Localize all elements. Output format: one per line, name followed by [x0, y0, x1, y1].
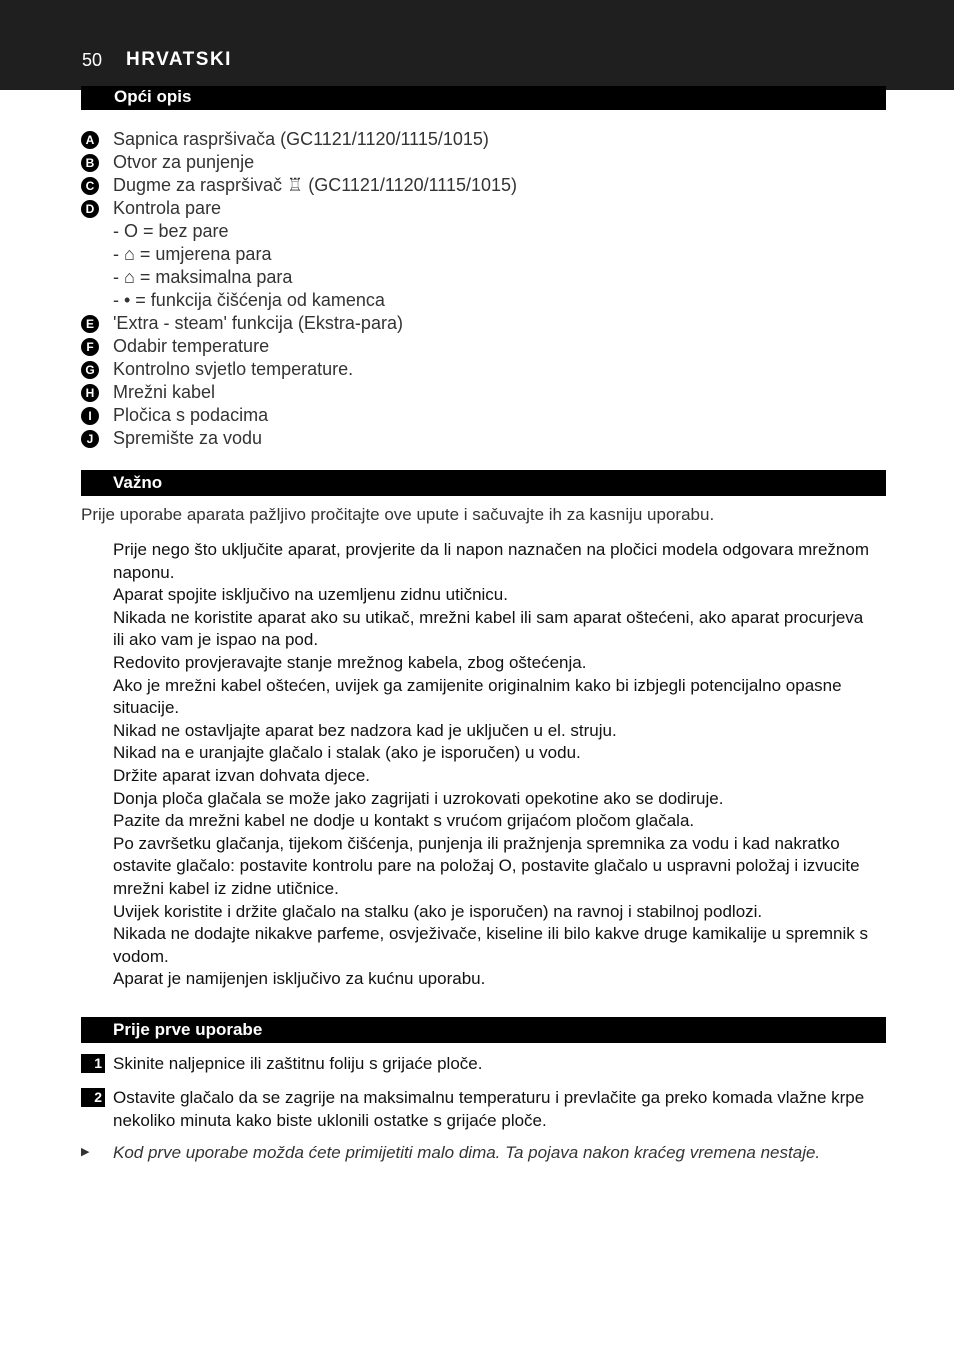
warning-item: Nikada ne dodajte nikakve parfeme, osvježivače, kiseline ili bilo kakve druge kamikalije u spremnik s vodom. — [113, 924, 868, 966]
warning-item: Držite aparat izvan dohvata djece. — [113, 765, 371, 785]
page-header — [0, 0, 954, 90]
warning-item: Prije nego što uključite aparat, provjerite da li napon naznačen na pločici modela odgovara mrežnom naponu. — [113, 540, 869, 582]
letter-badge: H — [81, 384, 99, 402]
section-general-title: Opći opis — [81, 86, 886, 110]
letter-badge: C — [81, 177, 99, 195]
warning-item: Pazite da mrežni kabel ne dodje u kontakt s vrućom grijaćom pločom glačala. — [113, 811, 695, 831]
warning-item: Ako je mrežni kabel oštećen, uvijek ga zamijenite originalnim kako bi izbjegli potencijalno opasne situacije. — [113, 675, 842, 718]
letter-badge: A — [81, 131, 99, 149]
note-text: Kod prve uporabe možda ćete primijetiti malo dima. Ta pojava nakon kraćeg vremena nestaje. — [113, 1143, 821, 1162]
warning-item: Nikad ne ostavljajte aparat bez nadzora kad je uključen u el. struju. — [113, 720, 617, 740]
step-number: 1 — [81, 1054, 105, 1073]
warning-item: Aparat spojite isključivo na uzemljenu zidnu utičnicu. — [113, 585, 508, 605]
step-text: Skinite naljepnice ili zaštitnu foliju s grijaće ploče. — [113, 1054, 483, 1073]
warning-item: Nikad na e uranjajte glačalo i stalak (ako je isporučen) u vodu. — [113, 743, 581, 763]
language-title: HRVATSKI — [126, 49, 232, 70]
section-important-title: Važno — [81, 470, 886, 496]
warning-item: Uvijek koristite i držite glačalo na stalku (ako je isporučen) na ravnoj i stabilnoj podlozi. — [113, 901, 763, 921]
letter-badge: B — [81, 154, 99, 172]
letter-badge: D — [81, 200, 99, 218]
letter-badge: E — [81, 315, 99, 333]
section-first-use-title: Prije prve uporabe — [81, 1017, 886, 1043]
warnings-list — [113, 539, 873, 991]
warning-item: Redovito provjeravajte stanje mrežnog kabela, zbog oštećenja. — [113, 652, 587, 672]
page-number: 50 — [82, 50, 103, 70]
warning-item: Donja ploča glačala se može jako zagrijati i uzrokovati opekotine ako se dodiruje. — [113, 788, 724, 808]
important-intro: Prije uporabe aparata pažljivo pročitajte ove upute i sačuvajte ih za kasniju uporabu. — [81, 505, 715, 524]
letter-badge: G — [81, 361, 99, 379]
step-text: Ostavite glačalo da se zagrije na maksimalnu temperaturu i prevlačite ga preko komada vlažne krpe nekoliko minuta kako biste uklonili ostatke s grijaće ploče. — [113, 1088, 865, 1130]
warning-item: Po završetku glačanja, tijekom čišćenja, punjenja ili pražnjenja spremnika za vodu i kad nakratko ostavite glačalo: postavite kontrolu pare na položaj O, postavite glačalo u uspravni položaj i izvucite mrežni kabel iz zidne utičnice. — [113, 833, 860, 898]
triangle-bullet-icon: ▶ — [81, 1146, 90, 1158]
letter-badge: F — [81, 338, 99, 356]
step-number: 2 — [81, 1088, 105, 1107]
letter-badge: I — [81, 407, 99, 425]
letter-badge: J — [81, 430, 99, 448]
warning-item: Nikada ne koristite aparat ako su utikač, mrežni kabel ili sam aparat oštećeni, ako aparat procurjeva ili ako vam je ispao na pod. — [113, 607, 864, 650]
warning-item: Aparat je namijenjen isključivo za kućnu uporabu. — [113, 969, 486, 989]
